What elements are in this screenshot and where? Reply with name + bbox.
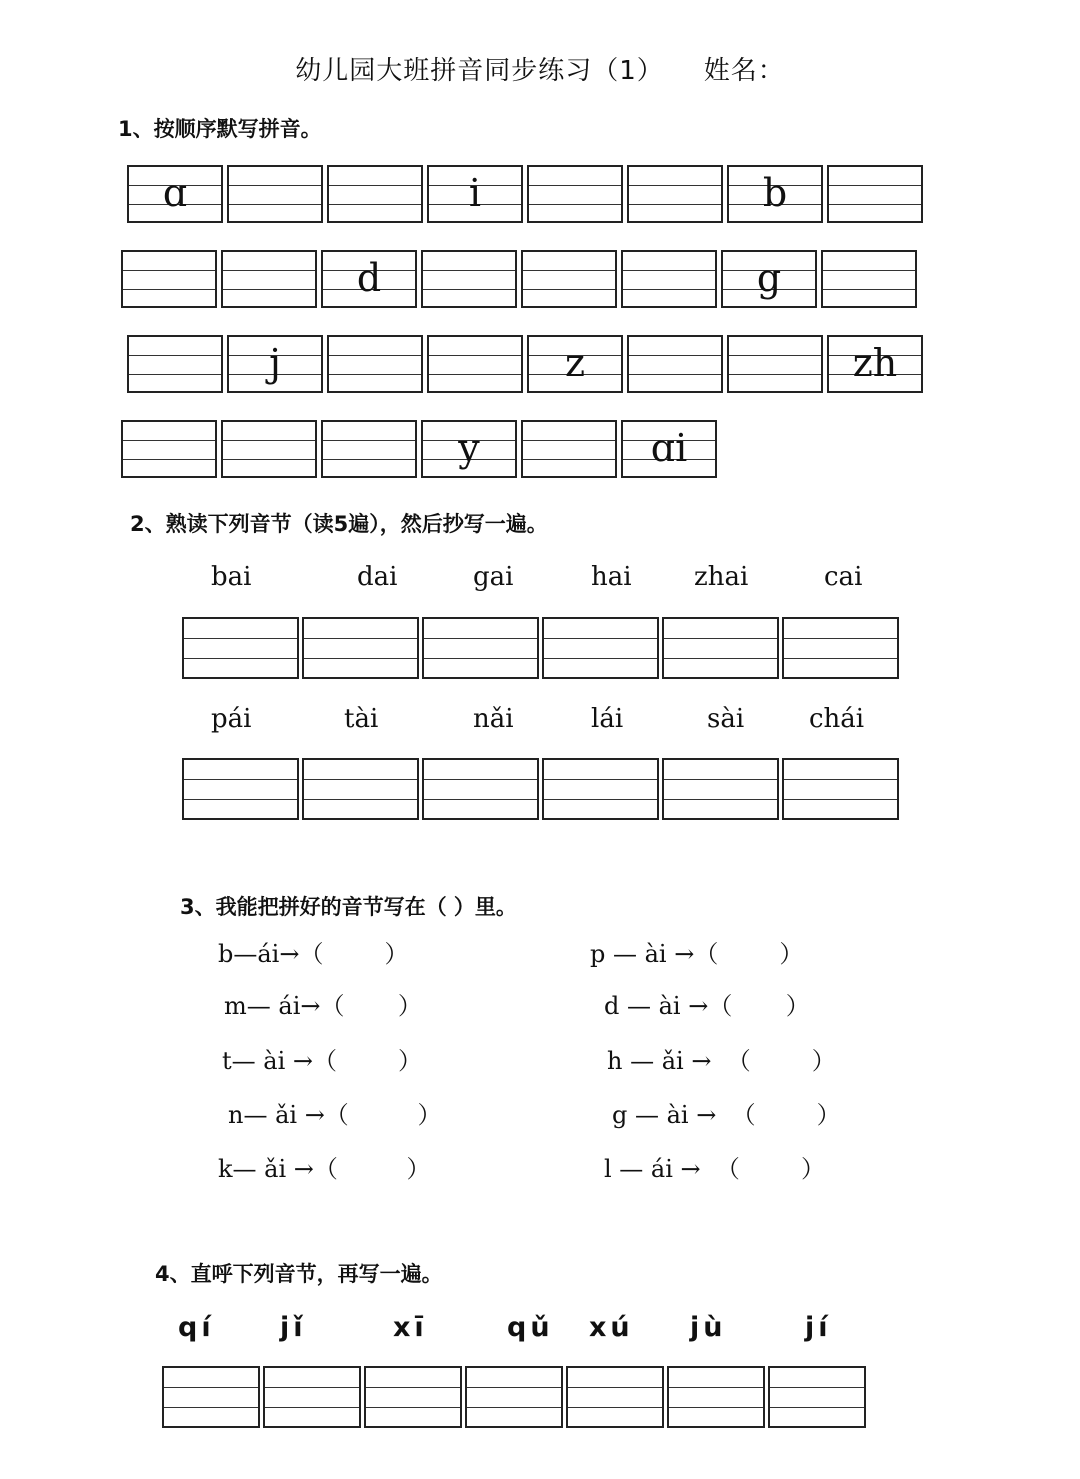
syllable-label: zhai <box>694 562 749 592</box>
pinyin-letter: y <box>458 426 480 470</box>
writing-cell[interactable] <box>542 617 659 679</box>
writing-cell[interactable] <box>321 420 417 478</box>
writing-cell[interactable] <box>527 165 623 223</box>
section4-heading: 4、直呼下列音节，再写一遍。 <box>155 1262 443 1286</box>
writing-cell[interactable] <box>263 1366 361 1428</box>
writing-cell[interactable] <box>364 1366 462 1428</box>
section2-row <box>182 758 902 820</box>
writing-cell[interactable] <box>221 250 317 308</box>
section2-row <box>182 617 902 679</box>
section1-row <box>127 165 927 223</box>
writing-cell[interactable] <box>721 250 817 308</box>
pinyin-letter: ɑ <box>162 171 188 215</box>
writing-cell[interactable] <box>821 250 917 308</box>
syllable-label: cai <box>824 562 863 592</box>
syllable-label: qǔ <box>507 1312 554 1343</box>
syllable-label: jǐ <box>280 1312 307 1343</box>
writing-cell[interactable] <box>182 758 299 820</box>
writing-cell[interactable] <box>768 1366 866 1428</box>
syllable-label: gai <box>473 562 514 592</box>
page-title <box>0 50 1080 87</box>
syllable-label: pái <box>211 704 252 734</box>
writing-cell[interactable] <box>827 165 923 223</box>
syllable-label: tài <box>344 704 379 734</box>
exercise-item[interactable]: d — ài →（ ） <box>604 992 810 1020</box>
writing-cell[interactable] <box>521 250 617 308</box>
writing-cell[interactable] <box>327 335 423 393</box>
writing-cell[interactable] <box>227 335 323 393</box>
syllable-label: bai <box>211 562 252 592</box>
writing-cell[interactable] <box>627 335 723 393</box>
section1-heading: 1、按顺序默写拼音。 <box>118 117 322 141</box>
writing-cell[interactable] <box>327 165 423 223</box>
pinyin-letter: g <box>756 256 782 300</box>
syllable-label: nǎi <box>473 704 514 734</box>
writing-cell[interactable] <box>427 165 523 223</box>
writing-cell[interactable] <box>321 250 417 308</box>
exercise-item[interactable]: k— ǎi →（ ） <box>218 1155 431 1183</box>
section4-row <box>162 1366 869 1428</box>
writing-cell[interactable] <box>727 335 823 393</box>
writing-cell[interactable] <box>465 1366 563 1428</box>
pinyin-letter: zh <box>852 341 898 385</box>
syllable-label: lái <box>591 704 624 734</box>
writing-cell[interactable] <box>121 250 217 308</box>
writing-cell[interactable] <box>182 617 299 679</box>
writing-cell[interactable] <box>782 758 899 820</box>
writing-cell[interactable] <box>727 165 823 223</box>
pinyin-letter: b <box>762 171 788 215</box>
exercise-item[interactable]: t— ài →（ ） <box>222 1047 423 1075</box>
writing-cell[interactable] <box>662 617 779 679</box>
writing-cell[interactable] <box>302 758 419 820</box>
pinyin-letter: d <box>356 256 382 300</box>
pinyin-letter: j <box>269 341 281 385</box>
name-label: 姓名： <box>703 56 785 86</box>
writing-cell[interactable] <box>667 1366 765 1428</box>
exercise-item[interactable]: b—ái→（ ） <box>218 940 409 968</box>
pinyin-letter: ɑi <box>650 426 688 470</box>
syllable-label: jí <box>805 1312 832 1343</box>
exercise-item[interactable]: h — ǎi → （ ） <box>607 1047 836 1075</box>
section1-row <box>127 335 927 393</box>
worksheet-title: 幼儿园大班拼音同步练习（1） <box>295 56 664 86</box>
exercise-item[interactable]: l — ái → （ ） <box>604 1155 825 1183</box>
exercise-item[interactable]: m— ái→（ ） <box>224 992 422 1020</box>
section1-row <box>121 420 721 478</box>
writing-cell[interactable] <box>227 165 323 223</box>
writing-cell[interactable] <box>427 335 523 393</box>
writing-cell[interactable] <box>542 758 659 820</box>
syllable-label: xī <box>393 1312 428 1343</box>
writing-cell[interactable] <box>527 335 623 393</box>
writing-cell[interactable] <box>422 758 539 820</box>
exercise-item[interactable]: g — ài → （ ） <box>612 1101 841 1129</box>
writing-cell[interactable] <box>421 420 517 478</box>
writing-cell[interactable] <box>162 1366 260 1428</box>
section1-row <box>121 250 921 308</box>
writing-cell[interactable] <box>302 617 419 679</box>
exercise-item[interactable]: n— ǎi →（ ） <box>228 1101 442 1129</box>
pinyin-letter: z <box>564 341 586 385</box>
writing-cell[interactable] <box>621 250 717 308</box>
writing-cell[interactable] <box>827 335 923 393</box>
syllable-label: qí <box>178 1312 215 1343</box>
syllable-label: chái <box>809 704 865 734</box>
syllable-label: xú <box>589 1312 634 1343</box>
writing-cell[interactable] <box>422 617 539 679</box>
exercise-item[interactable]: p — ài →（ ） <box>590 940 804 968</box>
syllable-label: hai <box>591 562 632 592</box>
syllable-label: sài <box>707 704 745 734</box>
writing-cell[interactable] <box>127 335 223 393</box>
section3-heading: 3、我能把拼好的音节写在（ ）里。 <box>180 895 517 919</box>
writing-cell[interactable] <box>127 165 223 223</box>
writing-cell[interactable] <box>662 758 779 820</box>
writing-cell[interactable] <box>782 617 899 679</box>
writing-cell[interactable] <box>566 1366 664 1428</box>
writing-cell[interactable] <box>421 250 517 308</box>
writing-cell[interactable] <box>221 420 317 478</box>
section2-heading: 2、熟读下列音节（读5遍），然后抄写一遍。 <box>130 512 548 536</box>
writing-cell[interactable] <box>627 165 723 223</box>
syllable-label: dai <box>357 562 398 592</box>
writing-cell[interactable] <box>621 420 717 478</box>
writing-cell[interactable] <box>121 420 217 478</box>
writing-cell[interactable] <box>521 420 617 478</box>
syllable-label: jù <box>690 1312 727 1343</box>
pinyin-letter: i <box>468 171 482 215</box>
